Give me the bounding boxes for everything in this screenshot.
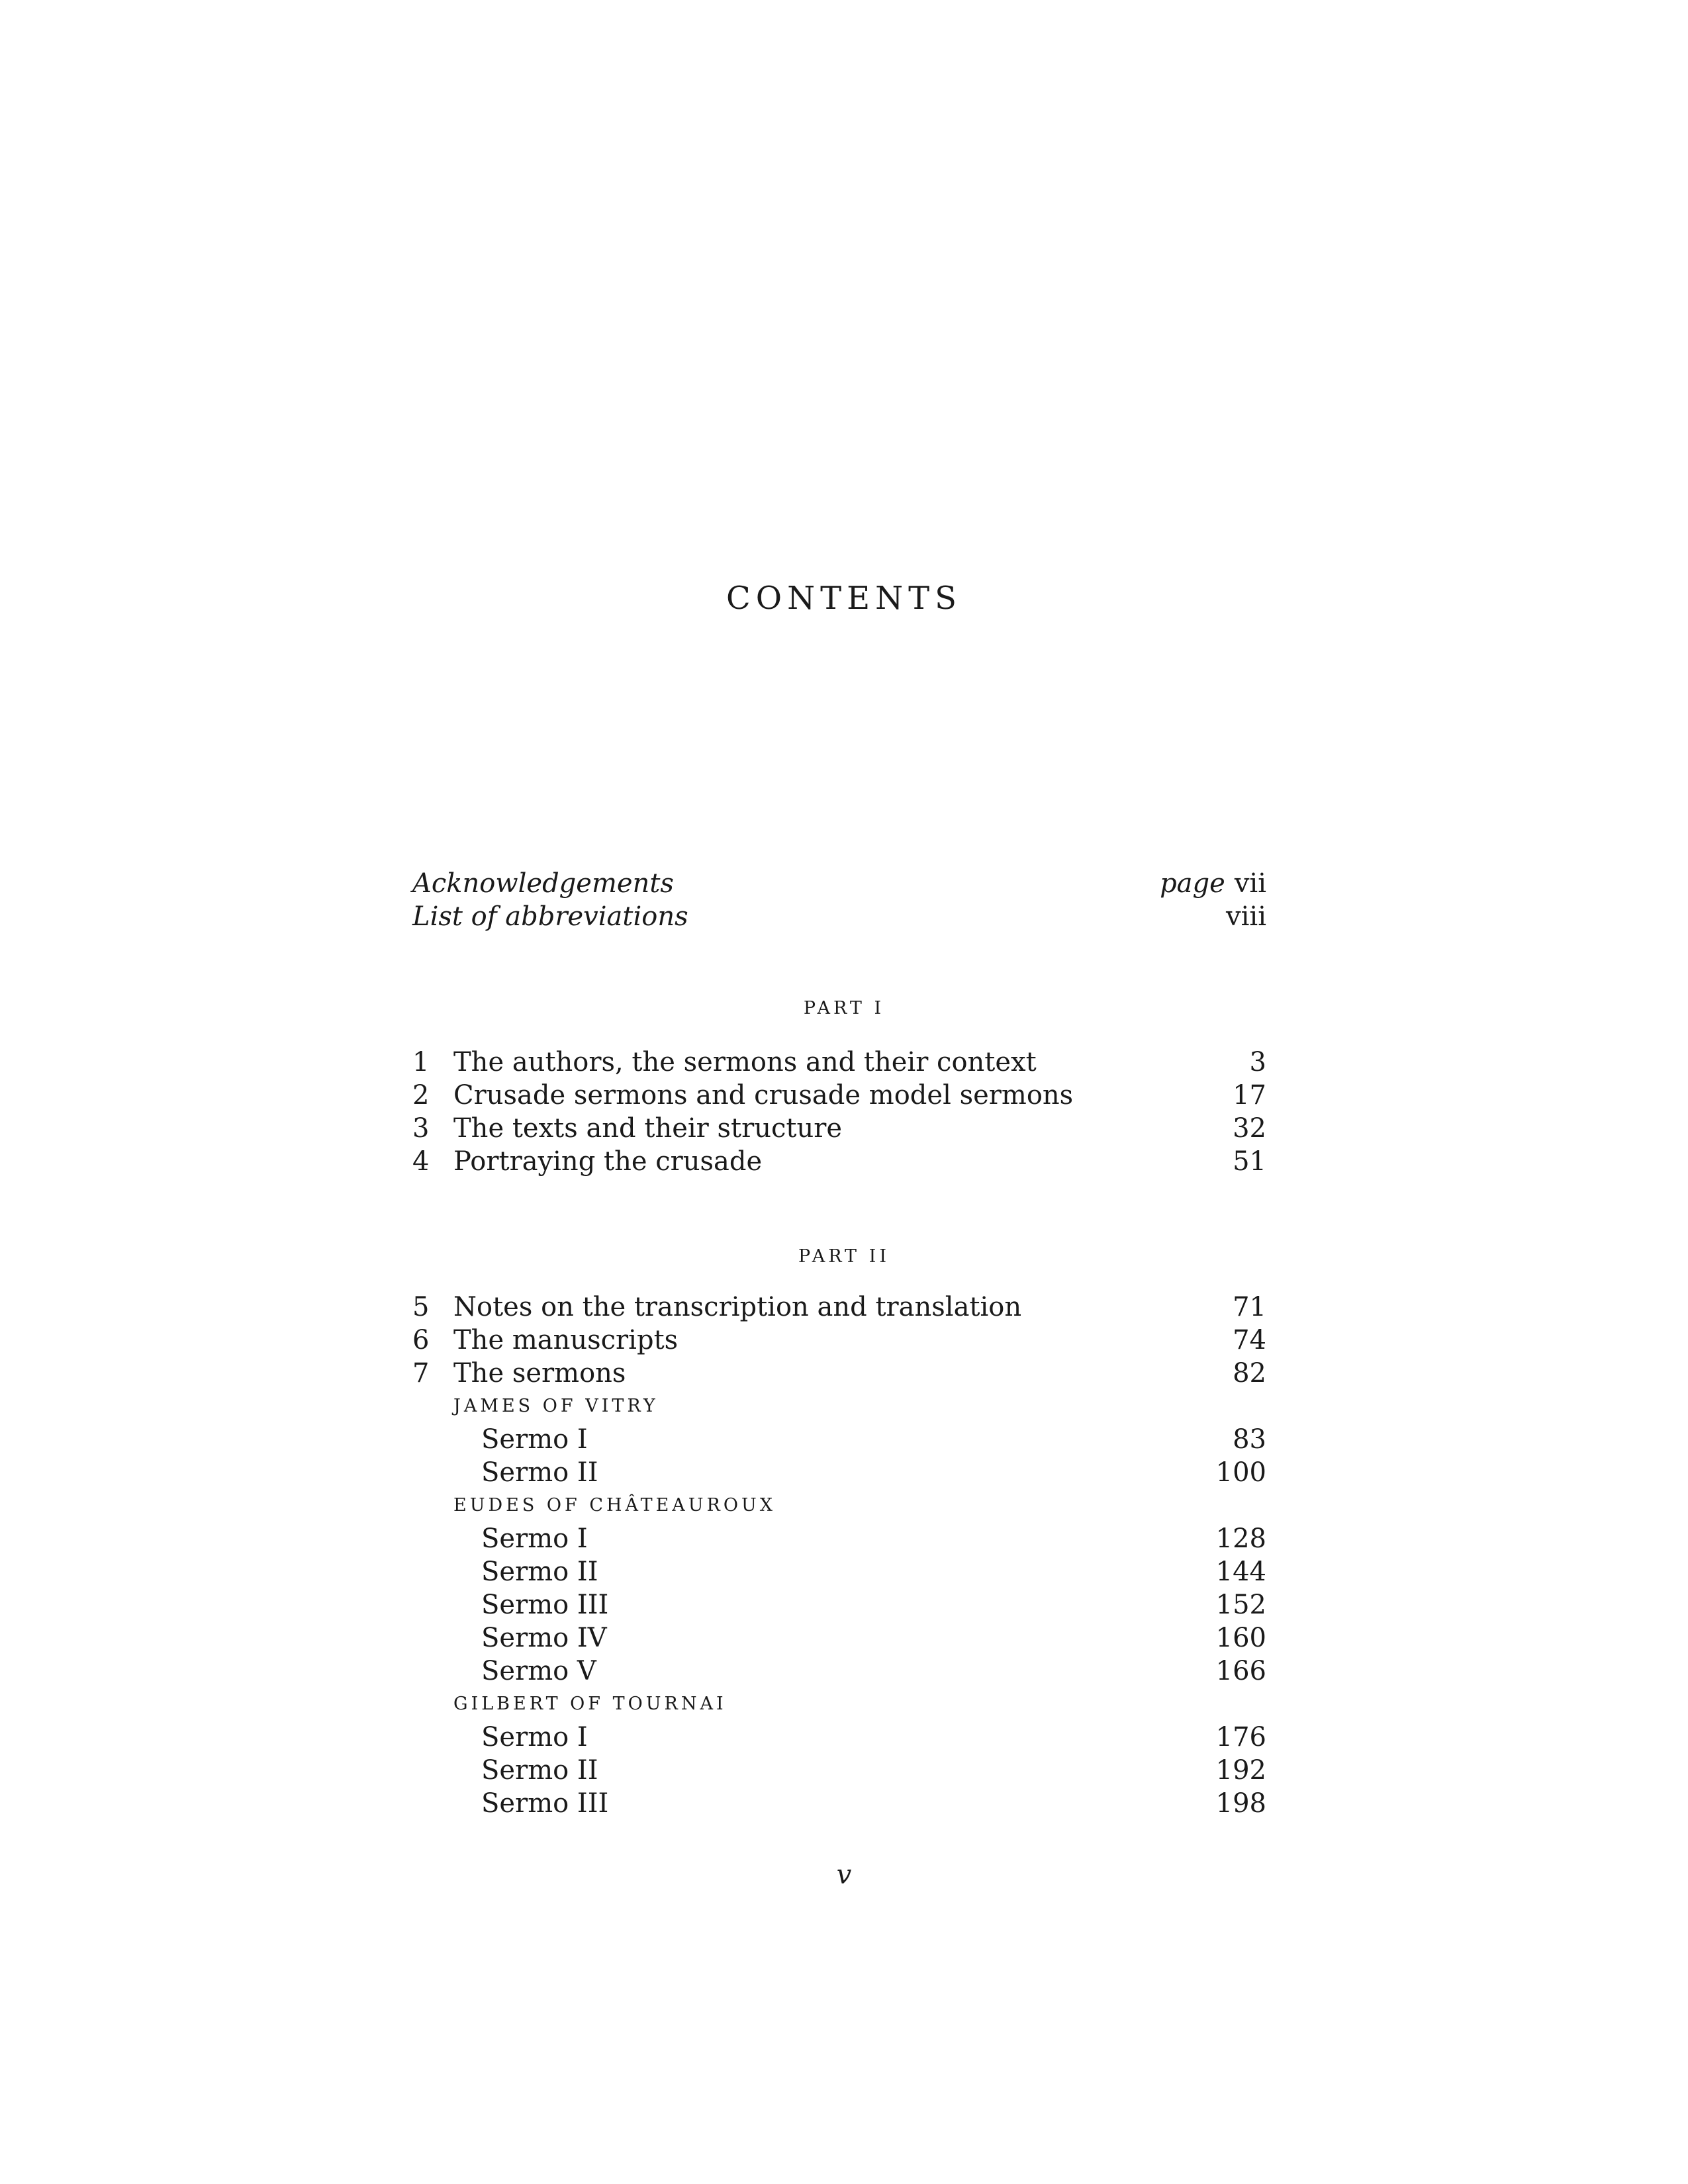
entry-title: Sermo II <box>481 1755 598 1786</box>
entry-title: Sermo II <box>481 1557 598 1587</box>
entry-title: Sermo III <box>481 1788 609 1819</box>
part-2-list <box>412 1291 1266 1820</box>
toc-entry-acknowledgements[interactable] <box>412 867 1266 900</box>
toc-entry-sermon[interactable] <box>412 1754 1266 1787</box>
chapter-number: 1 <box>412 1047 430 1077</box>
toc-entry-chapter-4[interactable] <box>412 1145 1266 1178</box>
toc-entry-chapter-2[interactable] <box>412 1079 1266 1112</box>
toc-entry-sermon[interactable] <box>412 1588 1266 1621</box>
toc-entry-sermon[interactable] <box>412 1456 1266 1489</box>
toc-entry-sermon[interactable] <box>412 1655 1266 1688</box>
toc-entry-abbreviations[interactable] <box>412 900 1266 933</box>
toc-entry-chapter-7[interactable] <box>412 1357 1266 1390</box>
toc-entry-chapter-1[interactable] <box>412 1046 1266 1079</box>
entry-page: 192 <box>1215 1755 1266 1786</box>
part-2-heading: PART II <box>798 1246 890 1267</box>
entry-page: 166 <box>1215 1656 1266 1686</box>
entry-page: 83 <box>1233 1424 1266 1455</box>
chapter-number: 7 <box>412 1358 430 1388</box>
toc-entry-sermon[interactable] <box>412 1555 1266 1588</box>
entry-title: Sermo V <box>481 1656 596 1686</box>
entry-page: 32 <box>1233 1113 1266 1144</box>
chapter-number: 3 <box>412 1113 430 1144</box>
author-heading-gilbert-of-tournai: GILBERT OF TOURNAI <box>453 1694 727 1714</box>
page-folio: v <box>836 1860 852 1890</box>
entry-page: 176 <box>1215 1722 1266 1752</box>
entry-page: 128 <box>1215 1524 1266 1554</box>
entry-title: List of abbreviations <box>412 901 688 932</box>
entry-title: The manuscripts <box>453 1325 679 1355</box>
toc-entry-sermon[interactable] <box>412 1522 1266 1555</box>
chapter-number: 6 <box>412 1325 430 1355</box>
toc-entry-sermon[interactable] <box>412 1721 1266 1754</box>
chapter-number: 2 <box>412 1080 430 1111</box>
toc-entry-sermon[interactable] <box>412 1787 1266 1820</box>
entry-page: 144 <box>1215 1557 1266 1587</box>
page-prefix: page <box>1160 868 1225 899</box>
entry-title: Acknowledgements <box>412 868 674 899</box>
entry-title: Sermo II <box>481 1457 598 1488</box>
toc-entry-chapter-5[interactable] <box>412 1291 1266 1324</box>
toc-entry-chapter-3[interactable] <box>412 1112 1266 1145</box>
entry-page: 74 <box>1233 1325 1266 1355</box>
entry-page: 17 <box>1233 1080 1266 1111</box>
part-1-heading: PART I <box>803 998 885 1019</box>
entry-title: Sermo III <box>481 1590 609 1620</box>
page-number: vii <box>1234 868 1266 899</box>
page-title: CONTENTS <box>726 580 962 617</box>
author-heading-eudes-of-chateauroux: EUDES OF CHÂTEAUROUX <box>453 1495 776 1516</box>
entry-page: 82 <box>1233 1358 1266 1388</box>
entry-page: 71 <box>1233 1292 1266 1322</box>
front-matter-list <box>412 867 1266 933</box>
entry-title: Crusade sermons and crusade model sermons <box>453 1080 1074 1111</box>
entry-title: The texts and their structure <box>453 1113 843 1144</box>
entry-title: The authors, the sermons and their context <box>453 1047 1037 1077</box>
part-1-list <box>412 1046 1266 1178</box>
entry-title: Sermo I <box>481 1424 588 1455</box>
entry-title: Portraying the crusade <box>453 1146 763 1177</box>
toc-entry-chapter-6[interactable] <box>412 1324 1266 1357</box>
entry-page: 3 <box>1249 1047 1266 1077</box>
entry-title: Sermo I <box>481 1722 588 1752</box>
entry-page <box>1160 867 1266 900</box>
chapter-number: 4 <box>412 1146 430 1177</box>
entry-title: The sermons <box>453 1358 626 1388</box>
toc-entry-sermon[interactable] <box>412 1621 1266 1655</box>
author-heading-james-of-vitry: JAMES OF VITRY <box>453 1396 659 1416</box>
entry-page: 51 <box>1233 1146 1266 1177</box>
chapter-number: 5 <box>412 1292 430 1322</box>
toc-entry-sermon[interactable] <box>412 1423 1266 1456</box>
entry-title: Notes on the transcription and translation <box>453 1292 1022 1322</box>
entry-page: 100 <box>1215 1457 1266 1488</box>
entry-page: 160 <box>1215 1623 1266 1653</box>
entry-title: Sermo I <box>481 1524 588 1554</box>
entry-page: 152 <box>1215 1590 1266 1620</box>
entry-page: viii <box>1226 901 1266 932</box>
entry-page: 198 <box>1215 1788 1266 1819</box>
entry-title: Sermo IV <box>481 1623 607 1653</box>
